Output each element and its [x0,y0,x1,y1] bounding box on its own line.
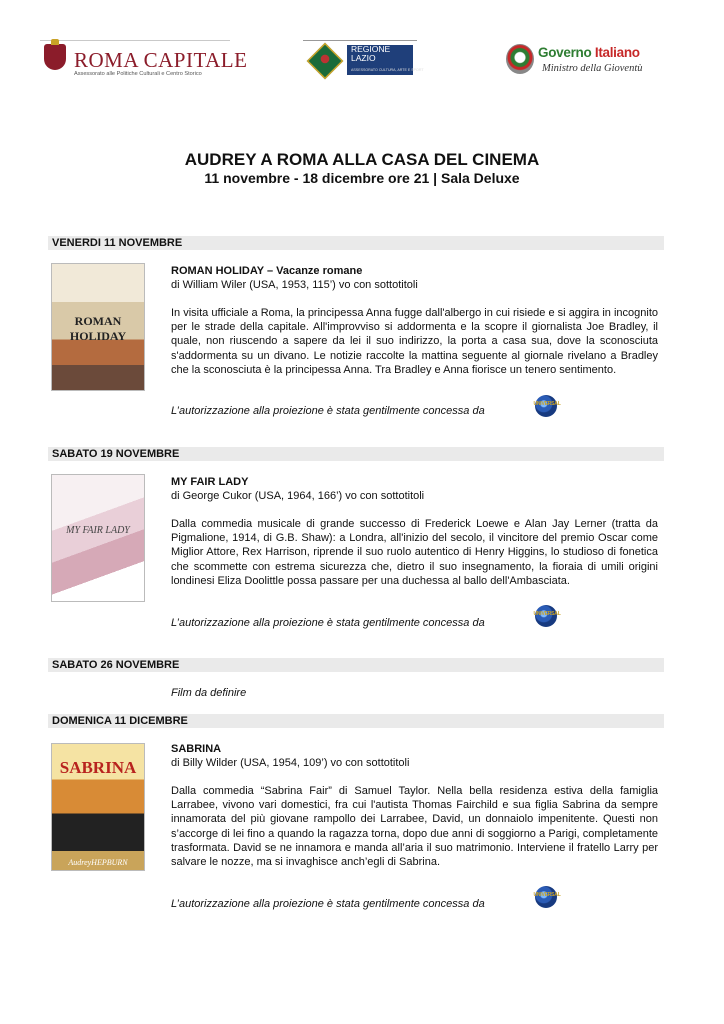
roma-logo-title: ROMA CAPITALE [74,48,248,72]
film-authorization: L’autorizzazione alla proiezione è stata gentilmente concessa da [171,898,485,910]
universal-logo [533,395,561,417]
roman-holiday-poster [51,263,145,391]
governo-title-b: Italiano [591,45,640,60]
day-header: SABATO 19 NOVEMBRE [48,447,664,461]
governo-logo-subtitle: Ministro della Gioventù [542,63,643,74]
governo-italiano-logo [506,44,643,80]
roma-capitale-logo [40,40,248,78]
universal-logo-text: UNIVERSAL [533,611,561,617]
shield-icon [44,44,66,70]
regione-lazio-logo [303,40,424,79]
divider [40,40,230,41]
film-description: In visita ufficiale a Roma, la principessa Anna fugge dall'albergo in cui risiede e si aggira in incognito per le strade della capitale. All'improvviso si addormenta e la scopre il giornalista Joe Bradley, il quale, non riuscendo a sapere da lei il suo indirizzo, la porta a casa sua, dove la sconosciuta s'addormenta su un divano. Le notizie raccolte la mattina seguente al giornale rivelano a Bradley che la sconosciuta è la principessa Anna. Tra Bradley e Anna fiorisce un tenero sentimento. [171,307,658,376]
lazio-logo-subtitle: ASSESSORATO CULTURA, ARTE E SPORT [351,68,424,72]
film-title: MY FAIR LADY [171,476,249,488]
emblem-icon [307,43,344,80]
lazio-logo-title [351,45,390,63]
film-title: ROMAN HOLIDAY – Vacanze romane [171,265,363,277]
day-header: SABATO 26 NOVEMBRE [48,658,664,672]
day-header: DOMENICA 11 DICEMBRE [48,714,664,728]
poster-title: MY FAIR LADY [66,525,130,536]
emblem-icon [506,44,534,74]
page-subtitle: 11 novembre - 18 dicembre ore 21 | Sala Deluxe [204,170,520,186]
day-header: VENERDI 11 NOVEMBRE [48,236,664,250]
film-tbd: Film da definire [171,687,247,699]
film-authorization: L’autorizzazione alla proiezione è stata gentilmente concessa da [171,617,485,629]
lazio-title-line2: LAZIO [351,53,376,63]
governo-logo-title [538,45,640,60]
roma-logo-subtitle: Assessorato alle Politiche Culturali e Centro Storico [74,71,202,77]
lazio-title-line1: REGIONE [351,44,391,54]
page-title: AUDREY A ROMA ALLA CASA DEL CINEMA [184,150,540,169]
film-director: di George Cukor (USA, 1964, 166’) vo con sottotitoli [171,490,425,502]
film-director: di William Wiler (USA, 1953, 115’) vo con sottotitoli [171,279,418,291]
poster-title: ROMAN HOLIDAY [69,314,127,343]
sabrina-poster [51,743,145,871]
universal-logo [533,886,561,908]
universal-logo-text: UNIVERSAL [533,401,561,407]
film-title: SABRINA [171,743,222,755]
universal-logo [533,605,561,627]
film-description: Dalla commedia musicale di grande successo di Frederick Loewe e Alan Jay Lerner (tratta da Pigmalione, 1914, di G.B. Shaw): a Londra, all'inizio del secolo, il vincitore del premio Oscar come Miglior Attore, Rex Harrison, riprende il suo ruolo autentico di Henry Higgins, lo studioso di fonetica che scommette con estrema sicurezza che, dietro il suo insegnamento, la fioraia di umili origini londinesi Eliza Doolittle possa passare per una duchessa al ballo dell'Ambasciata. [171,518,658,587]
my-fair-lady-poster [51,474,145,602]
film-director: di Billy Wilder (USA, 1954, 109’) vo con sottotitoli [171,757,410,769]
poster-footer: AudreyHEPBURN [68,858,128,867]
universal-logo-text: UNIVERSAL [533,892,561,898]
film-description: Dalla commedia “Sabrina Fair” di Samuel Taylor. Nella bella residenza estiva della famiglia Larrabee, vivono vari domestici, fra cui l'autista Thomas Fairchild e sua figlia Sabrina da sempre innamorata del più giovane rampollo dei Larrabee, David, un donnaiolo impenitente. Questi non s’accorge di lei fino a quando la ragazza torna, dopo due anni di soggiorno a Parigi, completamente trasformata. David se ne innamora e manda all’aria il suo matrimonio. Interviene il fratello Larry per salvare le nozze, ma si invaghisce anch’egli di Sabrina. [171,785,658,869]
film-authorization: L’autorizzazione alla proiezione è stata gentilmente concessa da [171,405,485,417]
governo-title-a: Governo [538,45,592,60]
poster-title: SABRINA [59,758,137,777]
